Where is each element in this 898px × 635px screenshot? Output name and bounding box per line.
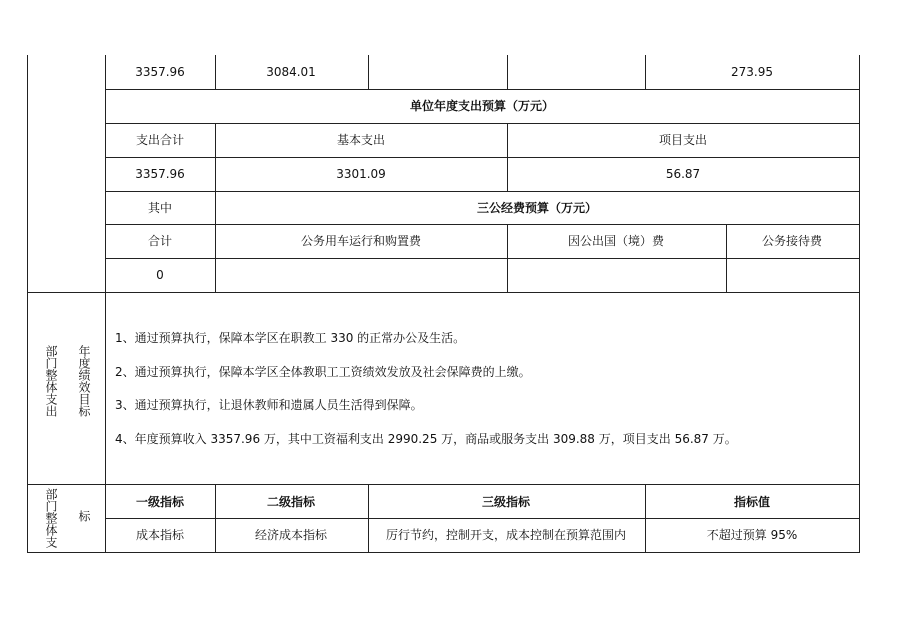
goal-section-left-label: 部门整体支出 bbox=[44, 345, 58, 417]
sangong-vehicle-header: 公务用车运行和购置费 bbox=[300, 234, 422, 248]
qizhong-label: 其中 bbox=[147, 201, 173, 215]
goal-item-2: 2、通过预算执行，保障本学区全体教职工工资绩效发放及社会保障费的上缴。 bbox=[115, 365, 531, 379]
unit-budget-project-header: 项目支出 bbox=[658, 133, 708, 147]
sangong-total-header: 合计 bbox=[147, 234, 173, 248]
unit-budget-total-value: 3357.96 bbox=[135, 167, 185, 181]
sangong-abroad-header: 因公出国（境）费 bbox=[567, 234, 665, 248]
unit-budget-title: 单位年度支出预算（万元） bbox=[409, 99, 555, 113]
indicator-value-header: 指标值 bbox=[733, 495, 771, 509]
indicator-target-value: 不超过预算 95% bbox=[706, 528, 798, 542]
unit-budget-basic-value: 3301.09 bbox=[336, 167, 386, 181]
sangong-reception-header: 公务接待费 bbox=[761, 234, 823, 248]
row1-cell-5: 273.95 bbox=[731, 65, 773, 79]
goal-item-4: 4、年度预算收入 3357.96 万，其中工资福利支出 2990.25 万，商品或服务支出 309.88 万，项目支出 56.87 万。 bbox=[115, 432, 737, 446]
indicator-section-right-label: 标 bbox=[77, 510, 91, 522]
unit-budget-total-header: 支出合计 bbox=[135, 133, 185, 147]
indicator-level3-header: 三级指标 bbox=[481, 495, 531, 509]
sangong-total-value: 0 bbox=[156, 268, 164, 282]
indicator-level1-value: 成本指标 bbox=[135, 528, 185, 542]
row1-cell-1: 3357.96 bbox=[135, 65, 185, 79]
indicator-level2-header: 二级指标 bbox=[266, 495, 316, 509]
unit-budget-project-value: 56.87 bbox=[665, 167, 701, 181]
unit-budget-basic-header: 基本支出 bbox=[336, 133, 386, 147]
goal-item-3: 3、通过预算执行，让退休教师和遗属人员生活得到保障。 bbox=[115, 398, 423, 412]
goal-item-1: 1、通过预算执行，保障本学区在职教工 330 的正常办公及生活。 bbox=[115, 331, 466, 345]
sangong-title: 三公经费预算（万元） bbox=[476, 201, 598, 215]
row1-cell-2: 3084.01 bbox=[266, 65, 316, 79]
indicator-section-left-label: 部门整体支 bbox=[44, 488, 58, 548]
indicator-level1-header: 一级指标 bbox=[135, 495, 185, 509]
indicator-level2-value: 经济成本指标 bbox=[254, 528, 328, 542]
goal-section-right-label: 年度绩效目标 bbox=[77, 345, 91, 417]
indicator-level3-value: 厉行节约，控制开支，成本控制在预算范围内 bbox=[385, 528, 627, 542]
